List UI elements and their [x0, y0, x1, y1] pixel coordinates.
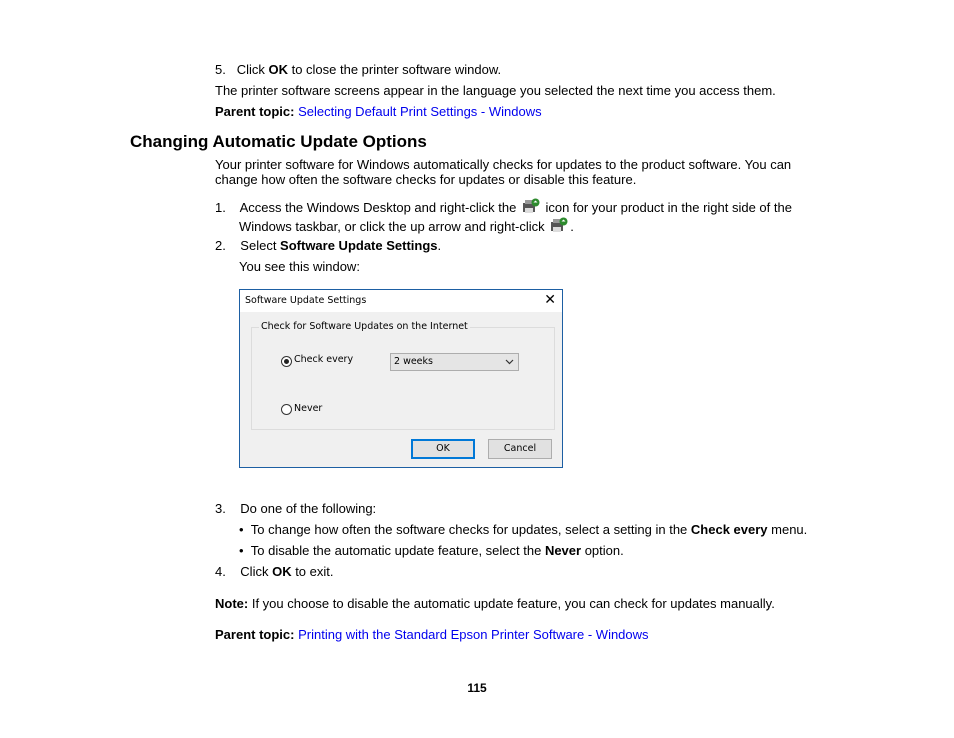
- cancel-button[interactable]: Cancel: [488, 439, 552, 459]
- see-window-text: You see this window:: [239, 259, 360, 274]
- close-icon[interactable]: ✕: [544, 292, 556, 308]
- parent-topic-link-1[interactable]: Selecting Default Print Settings - Windows: [298, 104, 542, 119]
- step-1-cont: Windows taskbar, or click the up arrow and right-click .: [239, 219, 574, 234]
- never-radio[interactable]: [281, 404, 292, 415]
- check-every-radio[interactable]: [281, 356, 292, 367]
- ok-button[interactable]: OK: [411, 439, 475, 459]
- printer-update-icon: [522, 198, 540, 215]
- page-number: 115: [467, 681, 487, 695]
- never-label: Never: [294, 403, 323, 414]
- printer-update-icon: [550, 217, 568, 234]
- note: Note: If you choose to disable the automatic update feature, you can check for updates manually.: [215, 596, 775, 611]
- language-note: The printer software screens appear in the language you selected the next time you access them.: [215, 83, 776, 98]
- bullet-2: • To disable the automatic update feature, select the Never option.: [239, 543, 624, 558]
- interval-select[interactable]: [390, 353, 519, 371]
- step-2: 2. Select Software Update Settings.: [215, 238, 442, 253]
- bullet-1: • To change how often the software checks for updates, select a setting in the Check every menu.: [239, 522, 808, 537]
- interval-value: 2 weeks: [394, 356, 433, 367]
- parent-topic-1: Parent topic: Selecting Default Print Settings - Windows: [215, 104, 542, 119]
- step-3: 3. Do one of the following:: [215, 501, 377, 516]
- intro-line-1: Your printer software for Windows automatically checks for updates to the product software. You can: [215, 157, 792, 172]
- chevron-down-icon: [505, 357, 514, 366]
- check-every-label: Check every: [294, 354, 354, 365]
- intro-line-2: change how often the software checks for updates or disable this feature.: [215, 172, 637, 187]
- step-1: 1. Access the Windows Desktop and right-click the icon for your product in the right side of the: [215, 200, 792, 215]
- step-5: 5. Click OK to close the printer software window.: [215, 62, 502, 77]
- step-number: 5.: [215, 62, 226, 77]
- parent-topic-2: Parent topic: Printing with the Standard Epson Printer Software - Windows: [215, 627, 649, 642]
- section-heading: Changing Automatic Update Options: [130, 132, 427, 151]
- dialog-title: Software Update Settings: [245, 295, 367, 306]
- group-label: Check for Software Updates on the Internet: [261, 321, 468, 332]
- software-update-dialog: [239, 289, 563, 468]
- parent-topic-link-2[interactable]: Printing with the Standard Epson Printer Software - Windows: [298, 627, 649, 642]
- update-group: [251, 321, 555, 430]
- step-4: 4. Click OK to exit.: [215, 564, 334, 579]
